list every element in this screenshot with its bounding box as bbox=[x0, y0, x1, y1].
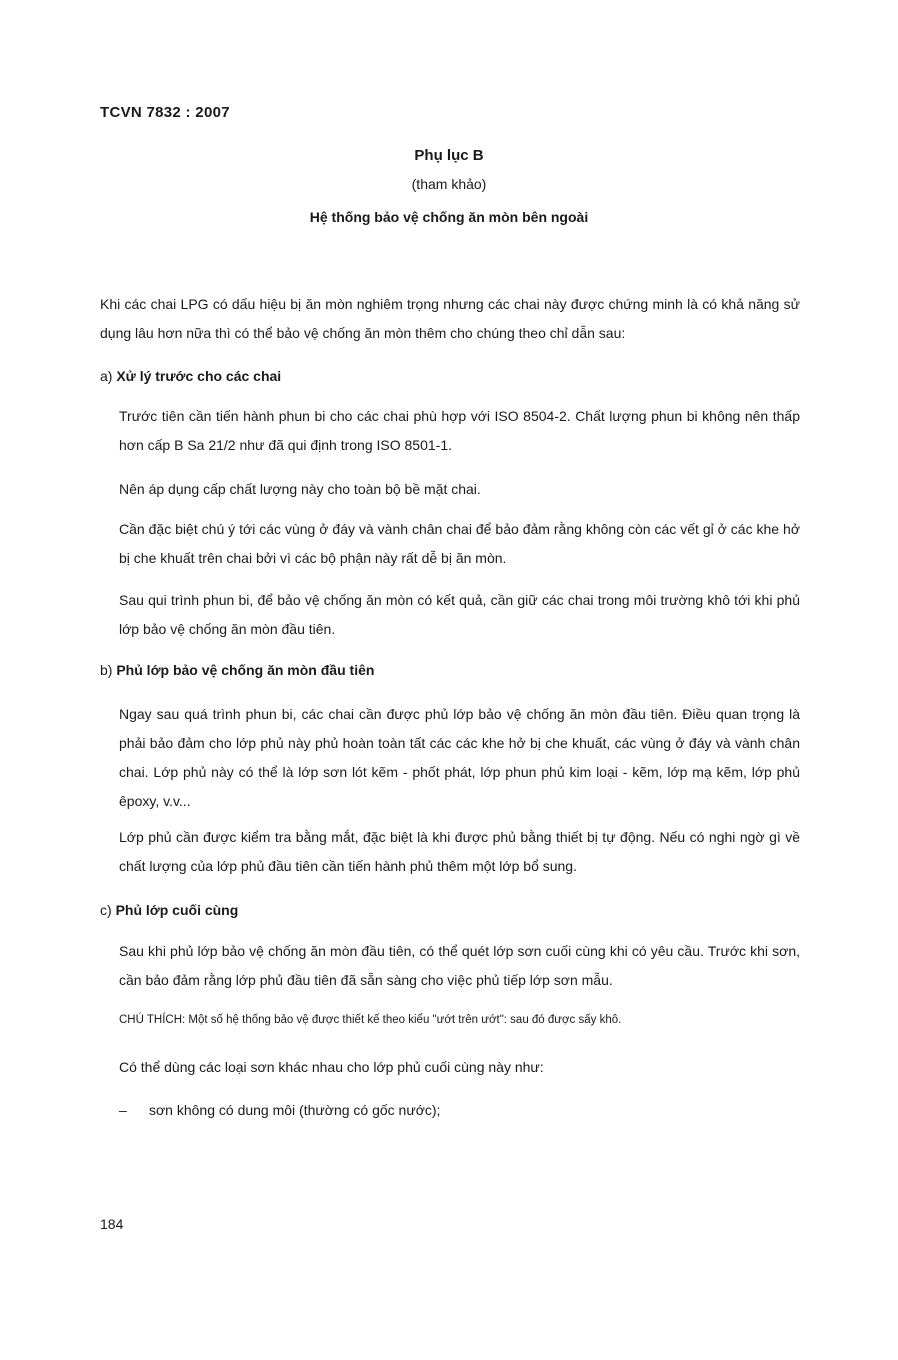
section-c-paragraph-2: Có thể dùng các loại sơn khác nhau cho lớp phủ cuối cùng này như: bbox=[119, 1059, 544, 1075]
section-b-title: Phủ lớp bảo vệ chống ăn mòn đầu tiên bbox=[116, 662, 375, 678]
section-c-heading bbox=[100, 902, 238, 918]
section-b-prefix: b) bbox=[100, 662, 113, 678]
intro-paragraph: Khi các chai LPG có dấu hiệu bị ăn mòn nghiêm trọng nhưng các chai này được chứng minh là có khả năng sử dụng lâu hơn nữa thì có thể bảo vệ chống ăn mòn thêm cho chúng theo chỉ dẫn sau: bbox=[100, 296, 800, 341]
list-dash: – bbox=[119, 1102, 127, 1118]
section-c-prefix: c) bbox=[100, 902, 112, 918]
section-b-heading bbox=[100, 662, 374, 678]
annex-heading: Hệ thống bảo vệ chống ăn mòn bên ngoài bbox=[309, 209, 589, 225]
list-item-text: sơn không có dung môi (thường có gốc nước); bbox=[149, 1102, 441, 1118]
section-c-paragraph-1: Sau khi phủ lớp bảo vệ chống ăn mòn đầu tiên, có thể quét lớp sơn cuối cùng khi có yêu cầu. Trước khi sơn, cần bảo đảm rằng lớp phủ đầu tiên đã sẵn sàng cho việc phủ tiếp lớp sơn mẫu. bbox=[119, 943, 800, 988]
section-a-paragraph-3: Cần đặc biệt chú ý tới các vùng ở đáy và vành chân chai để bảo đảm rằng không còn các vết gỉ ở các khe hở bị che khuất trên chai bởi vì các bộ phận này rất dễ bị ăn mòn. bbox=[119, 521, 800, 566]
section-c-title: Phủ lớp cuối cùng bbox=[115, 902, 239, 918]
standard-code: TCVN 7832 : 2007 bbox=[100, 104, 230, 121]
annex-title: Phụ lục B bbox=[414, 147, 484, 164]
section-a-heading bbox=[100, 368, 281, 384]
annex-subtitle: (tham khảo) bbox=[411, 176, 487, 192]
section-a-prefix: a) bbox=[100, 368, 113, 384]
section-a-title: Xử lý trước cho các chai bbox=[116, 368, 282, 384]
list-item bbox=[119, 1102, 440, 1118]
note-text: CHÚ THÍCH: Một số hệ thống bảo vệ được thiết kế theo kiểu "ướt trên ướt": sau đó được sấy khô. bbox=[119, 1014, 622, 1026]
section-a-paragraph-4: Sau qui trình phun bi, để bảo vệ chống ăn mòn có kết quả, cần giữ các chai trong môi trường khô tới khi phủ lớp bảo vệ chống ăn mòn đầu tiên. bbox=[119, 592, 800, 637]
section-a-paragraph-2: Nên áp dụng cấp chất lượng này cho toàn bộ bề mặt chai. bbox=[119, 481, 481, 497]
section-b-paragraph-1: Ngay sau quá trình phun bi, các chai cần được phủ lớp bảo vệ chống ăn mòn đầu tiên. Điều quan trọng là phải bảo đảm cho lớp phủ này phủ hoàn toàn tất các các khe hở bị che khuất, các vùng ở đáy và vành chân chai. Lớp phủ này có thể là lớp sơn lót kẽm - phốt phát, lớp phun phủ kim loại - kẽm, lớp mạ kẽm, lớp phủ êpoxy, v.v... bbox=[119, 706, 800, 809]
page-number: 184 bbox=[100, 1216, 124, 1232]
section-a-paragraph-1: Trước tiên cần tiến hành phun bi cho các chai phù hợp với ISO 8504-2. Chất lượng phun bi không nên thấp hơn cấp B Sa 21/2 như đã qui định trong ISO 8501-1. bbox=[119, 408, 800, 453]
section-b-paragraph-2: Lớp phủ cần được kiểm tra bằng mắt, đặc biệt là khi được phủ bằng thiết bị tự động. Nếu có nghi ngờ gì về chất lượng của lớp phủ đầu tiên cần tiến hành phủ thêm một lớp bổ sung. bbox=[119, 829, 800, 874]
